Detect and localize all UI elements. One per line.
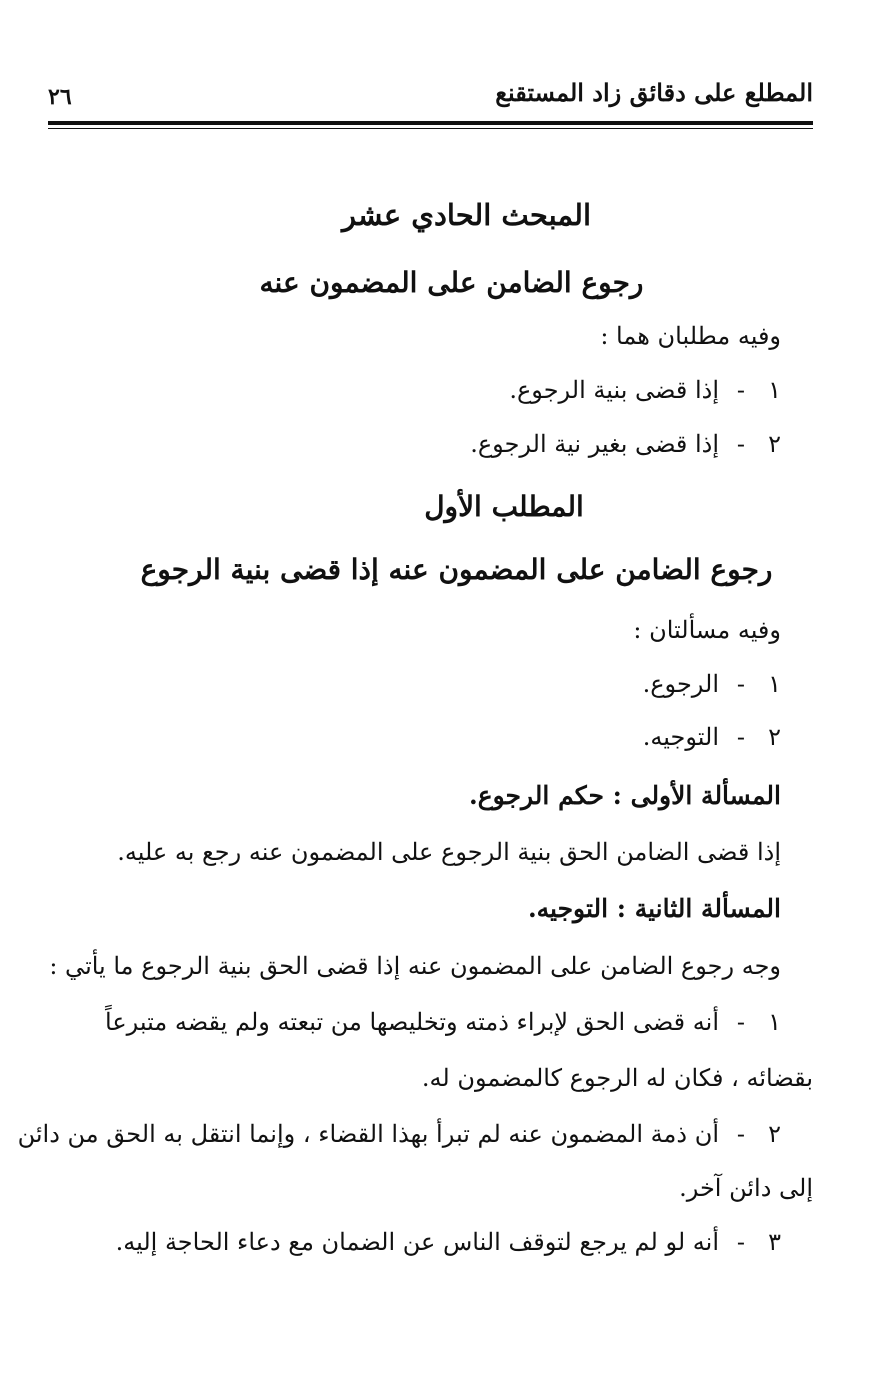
reason-text: أنه قضى الحق لإبراء ذمته وتخليصها من تبعته ولم يقضه متبرعاً — [105, 1008, 719, 1036]
item-dash: - — [736, 376, 745, 404]
item-text: إذا قضى بنية الرجوع. — [509, 376, 719, 404]
item-text: الرجوع. — [642, 670, 719, 698]
item-dash: - — [736, 670, 745, 698]
reason-item — [105, 1008, 781, 1036]
item-number: ١ — [768, 670, 781, 698]
question-one-text: إذا قضى الضامن الحق بنية الرجوع على المضمون عنه رجع به عليه. — [117, 838, 781, 866]
item-number: ١ — [768, 376, 781, 404]
question-two-heading: المسألة الثانية : التوجيه. — [527, 894, 781, 923]
matlab-intro: وفيه مسألتان : — [633, 616, 781, 644]
item-text: التوجيه. — [642, 723, 719, 751]
item-number: ٢ — [768, 430, 781, 458]
intro-text: وفيه مطلبان هما : — [600, 322, 781, 350]
list-item — [643, 723, 781, 751]
section-heading: المبحث الحادي عشر — [341, 198, 592, 232]
header-rule-thin — [48, 128, 813, 129]
reason-item — [18, 1120, 781, 1148]
book-title: المطلع على دقائق زاد المستقنع — [495, 78, 813, 107]
section-title: رجوع الضامن على المضمون عنه — [259, 266, 644, 299]
item-text: إذا قضى بغير نية الرجوع. — [470, 430, 719, 458]
item-dash: - — [736, 723, 745, 751]
list-item — [509, 376, 781, 404]
question-two-intro: وجه رجوع الضامن على المضمون عنه إذا قضى الحق بنية الرجوع ما يأتي : — [49, 952, 781, 980]
list-item — [470, 430, 781, 458]
item-dash: - — [736, 430, 745, 458]
matlab-heading: المطلب الأول — [424, 490, 584, 523]
item-number: ١ — [768, 1008, 781, 1036]
reason-continuation: إلى دائن آخر. — [679, 1174, 813, 1202]
reason-continuation: بقضائه ، فكان له الرجوع كالمضمون له. — [421, 1064, 813, 1092]
list-item — [643, 670, 781, 698]
question-one-heading: المسألة الأولى : حكم الرجوع. — [469, 781, 781, 810]
page-number: ٢٦ — [48, 84, 72, 110]
header-rule-thick — [48, 121, 813, 125]
item-dash: - — [736, 1228, 745, 1256]
item-number: ٢ — [768, 1120, 781, 1148]
reason-text: أن ذمة المضمون عنه لم تبرأ بهذا القضاء ، وإنما انتقل به الحق من دائن — [17, 1120, 719, 1148]
reason-item — [116, 1228, 781, 1256]
reason-text: أنه لو لم يرجع لتوقف الناس عن الضمان مع دعاء الحاجة إليه. — [115, 1228, 719, 1256]
running-header — [48, 78, 813, 118]
item-number: ٢ — [768, 723, 781, 751]
item-dash: - — [736, 1008, 745, 1036]
item-dash: - — [736, 1120, 745, 1148]
matlab-title: رجوع الضامن على المضمون عنه إذا قضى بنية الرجوع — [140, 553, 773, 586]
item-number: ٣ — [768, 1228, 781, 1256]
